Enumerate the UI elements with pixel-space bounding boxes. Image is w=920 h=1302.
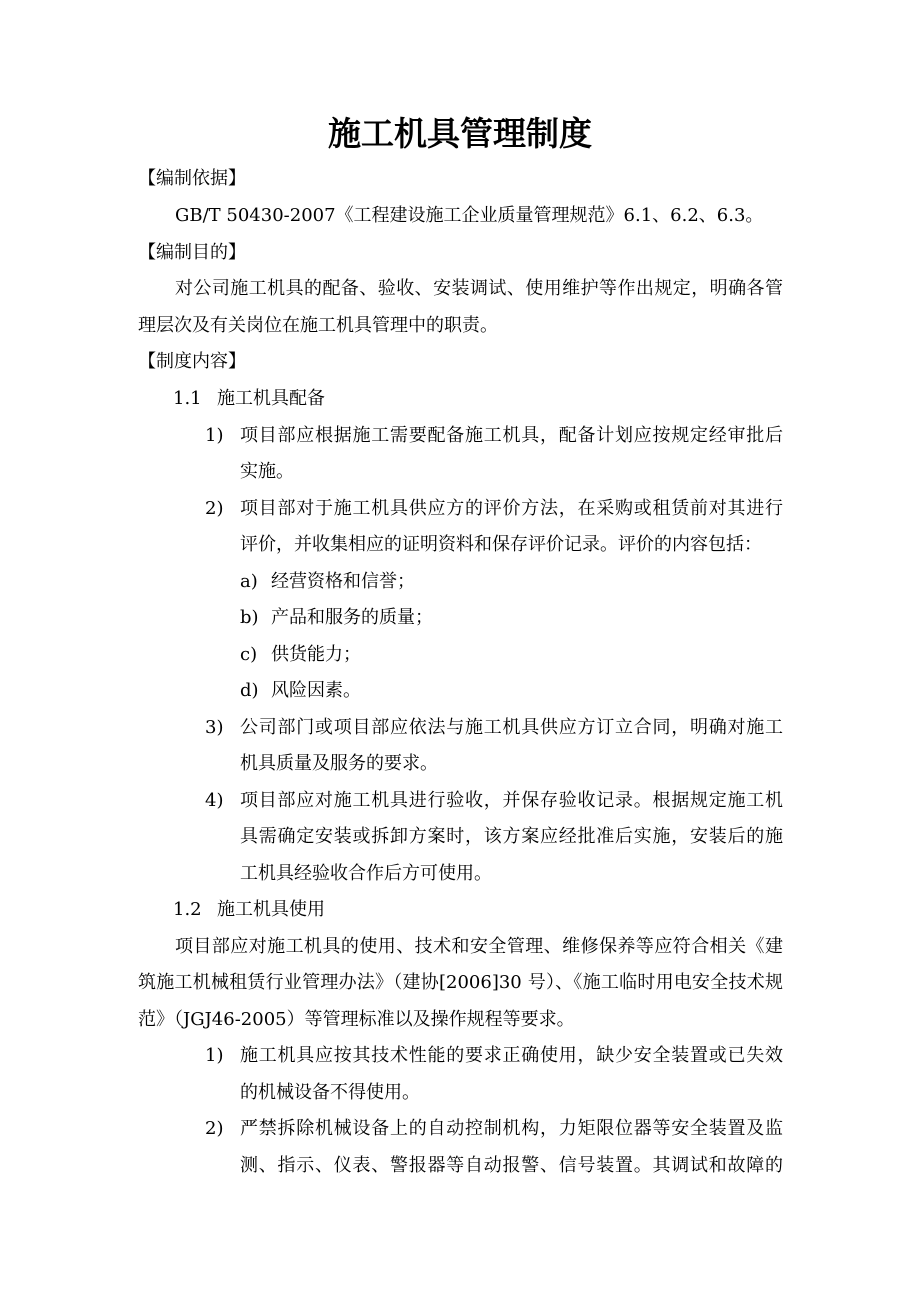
paragraph-line: 项目部应对施工机具的使用、技术和安全管理、维修保养等应符合相关《建 <box>175 936 783 957</box>
list-item-text: 严禁拆除机械设备上的自动控制机构，力矩限位器等安全装置及监 <box>240 1118 783 1139</box>
list-item-text: 项目部对于施工机具供应方的评价方法，在采购或租赁前对其进行 <box>240 498 783 519</box>
sub-item-text: 供货能力； <box>271 644 361 665</box>
subsection-number: 1.2 <box>173 899 202 920</box>
subsection-number: 1.1 <box>173 388 202 409</box>
subsection-title: 施工机具配备 <box>217 388 325 409</box>
list-item-number: 2) <box>205 1118 224 1139</box>
list-item-text: 公司部门或项目部应依法与施工机具供应方订立合同，明确对施工 <box>240 717 783 738</box>
page-title: 施工机具管理制度 <box>328 114 592 153</box>
section-heading-basis: 【编制依据】 <box>138 168 246 189</box>
list-item-text: 的机械设备不得使用。 <box>240 1082 420 1103</box>
list-item-text: 项目部应对施工机具进行验收，并保存验收记录。根据规定施工机 <box>240 790 783 811</box>
list-item-text: 测、指示、仪表、警报器等自动报警、信号装置。其调试和故障的 <box>240 1155 783 1176</box>
list-item-text: 实施。 <box>240 461 294 482</box>
sub-item-letter: a) <box>240 571 258 592</box>
sub-item-letter: c) <box>240 644 258 665</box>
list-item-text: 施工机具应按其技术性能的要求正确使用，缺少安全装置或已失效 <box>240 1045 783 1066</box>
list-item-text: 评价，并收集相应的证明资料和保存评价记录。评价的内容包括： <box>240 534 762 555</box>
section-heading-content: 【制度内容】 <box>138 351 246 372</box>
sub-item-text: 经营资格和信誉； <box>271 571 415 592</box>
paragraph-line: 范》（JGJ46-2005）等管理标准以及操作规程等要求。 <box>138 1009 575 1030</box>
subsection-title: 施工机具使用 <box>217 899 325 920</box>
sub-item-letter: b) <box>240 607 259 628</box>
sub-item-text: 产品和服务的质量； <box>271 607 433 628</box>
section-heading-purpose: 【编制目的】 <box>138 242 246 263</box>
list-item-text: 项目部应根据施工需要配备施工机具，配备计划应按规定经审批后 <box>240 425 783 446</box>
purpose-line-2: 理层次及有关岗位在施工机具管理中的职责。 <box>138 315 498 336</box>
basis-text: GB/T 50430-2007《工程建设施工企业质量管理规范》6.1、6.2、6.3。 <box>175 205 764 226</box>
paragraph-line: 筑施工机械租赁行业管理办法》（建协[2006]30 号）、《施工临时用电安全技术规 <box>138 972 783 993</box>
list-item-text: 工机具经验收合作后方可使用。 <box>240 863 492 884</box>
list-item-number: 4) <box>205 790 224 811</box>
list-item-number: 2) <box>205 498 224 519</box>
purpose-line-1: 对公司施工机具的配备、验收、安装调试、使用维护等作出规定，明确各管 <box>175 278 783 299</box>
list-item-text: 具需确定安装或拆卸方案时，该方案应经批准后实施，安装后的施 <box>240 826 783 847</box>
list-item-number: 1) <box>205 1045 224 1066</box>
list-item-number: 1) <box>205 425 224 446</box>
list-item-number: 3) <box>205 717 224 738</box>
sub-item-letter: d) <box>240 680 259 701</box>
list-item-text: 机具质量及服务的要求。 <box>240 753 438 774</box>
sub-item-text: 风险因素。 <box>271 680 361 701</box>
